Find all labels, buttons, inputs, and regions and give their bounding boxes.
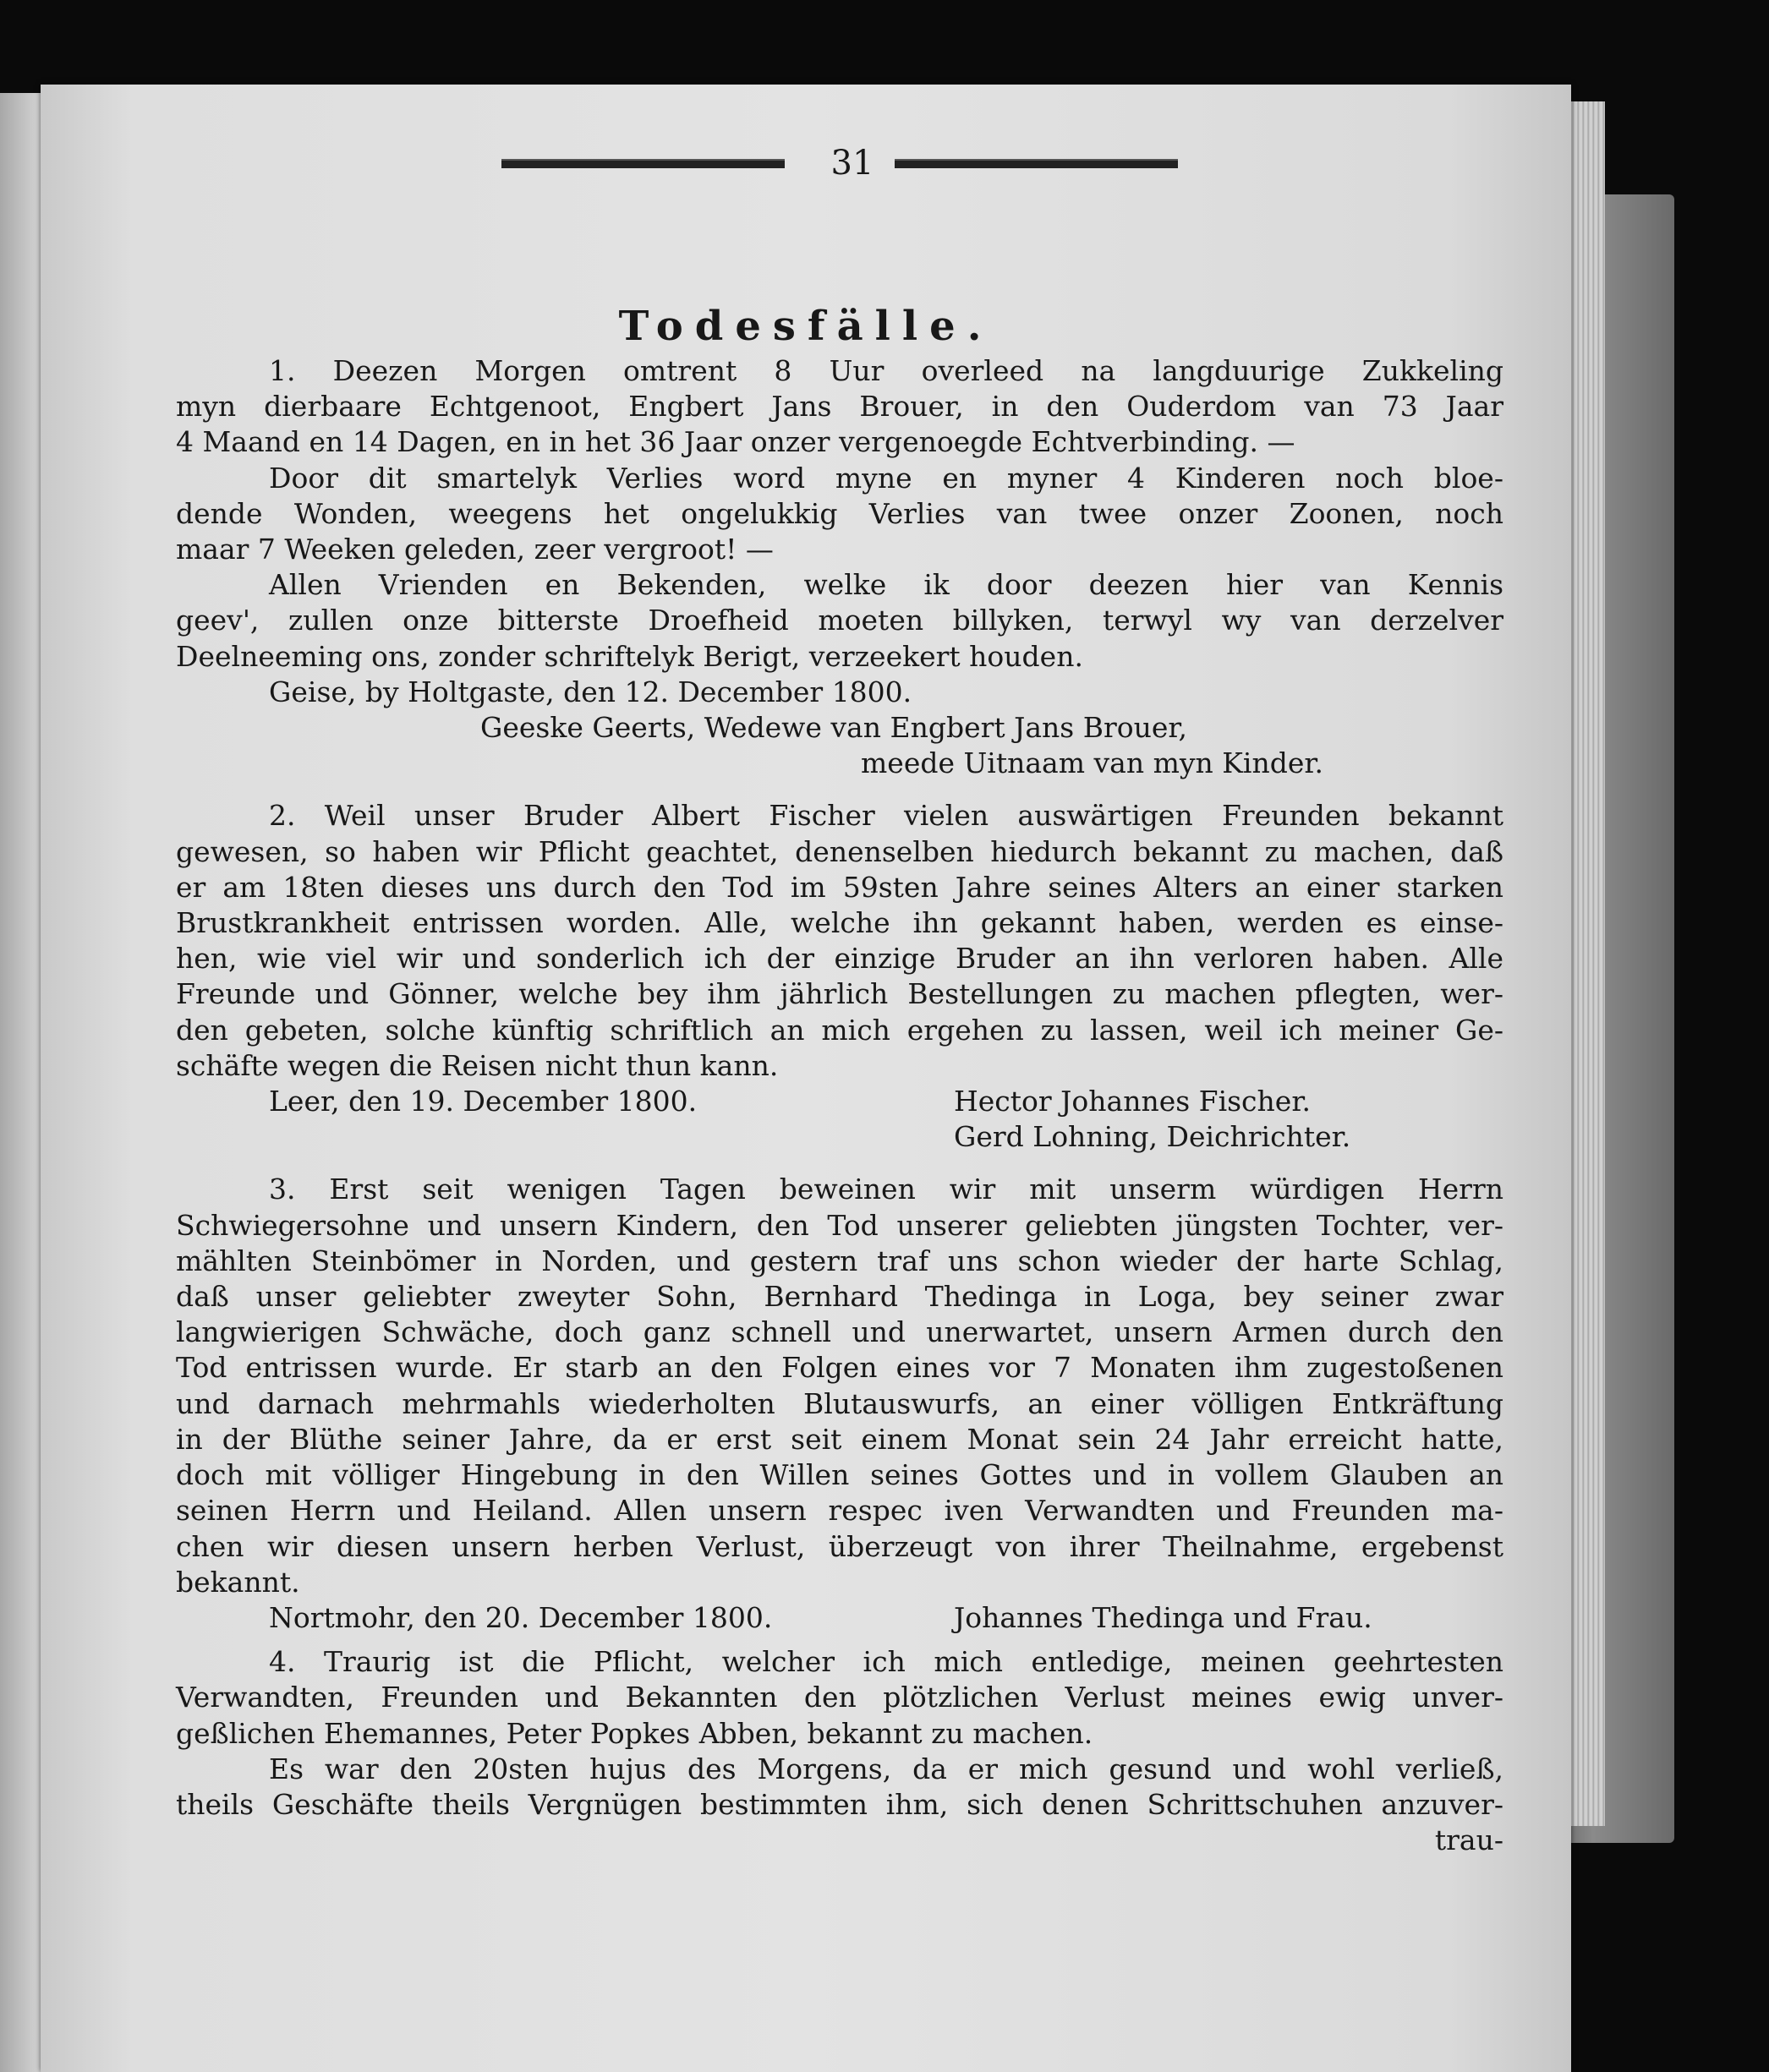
header-rule-right <box>895 159 1178 168</box>
signature-line: meede Uitnaam van myn Kinder. <box>861 746 1323 780</box>
text-line: er am 18ten dieses uns durch den Tod im 59sten Jahre seines Alters an einer starken <box>176 870 1503 904</box>
text-line: Allen Vrienden en Bekenden, welke ik door deezen hier van Kennis <box>269 568 1503 602</box>
text-line: geßlichen Ehemannes, Peter Popkes Abben, bekannt zu machen. <box>176 1716 1093 1750</box>
text-line: seinen Herrn und Heiland. Allen unsern respec iven Verwandten und Freunden ma- <box>176 1494 1503 1528</box>
text-line: und darnach mehrmahls wiederholten Blutauswurfs, an einer völligen Entkräftung <box>176 1386 1503 1420</box>
header-rule-left <box>501 159 785 168</box>
text-line: Door dit smartelyk Verlies word myne en myner 4 Kinderen noch bloe- <box>269 461 1503 495</box>
text-line: schäfte wegen die Reisen nicht thun kann. <box>176 1048 779 1082</box>
page-body <box>176 353 1503 1858</box>
place-date: Nortmohr, den 20. December 1800. <box>269 1600 773 1634</box>
signature-line: Johannes Thedinga und Frau. <box>954 1600 1372 1634</box>
text-line: geev', zullen onze bitterste Droefheid moeten billyken, terwyl wy van derzelver <box>176 604 1503 637</box>
place-signature-row <box>176 1084 1503 1119</box>
catchword: trau- <box>1434 1823 1503 1857</box>
text-line: 4. Traurig ist die Pflicht, welcher ich mich entledige, meinen geehrtesten <box>269 1645 1503 1679</box>
text-line: 4 Maand en 14 Dagen, en in het 36 Jaar onzer vergenoegde Echtverbinding. — <box>176 425 1295 459</box>
text-line: in der Blüthe seiner Jahre, da er erst seit einem Monat sein 24 Jahr erreicht hatte, <box>176 1422 1503 1456</box>
book-page <box>41 85 1571 2072</box>
text-line: daß unser geliebter zweyter Sohn, Bernhard Thedinga in Loga, bey seiner zwar <box>176 1280 1503 1314</box>
text-line: Es war den 20sten hujus des Morgens, da er mich gesund und wohl verließ, <box>269 1752 1503 1785</box>
section-title: Todesfälle. <box>618 303 994 350</box>
text-line: chen wir diesen unsern herben Verlust, überzeugt von ihrer Theilnahme, ergebenst <box>176 1529 1503 1563</box>
text-line: Brustkrankheit entrissen worden. Alle, welche ihn gekannt haben, werden es einse- <box>176 906 1503 940</box>
text-line: maar 7 Weeken geleden, zeer vergroot! — <box>176 533 774 566</box>
place-date: Leer, den 19. December 1800. <box>269 1085 698 1118</box>
place-signature-row <box>176 1600 1503 1636</box>
text-line: doch mit völliger Hingebung in den Willen seines Gottes und in vollem Glauben an <box>176 1458 1503 1492</box>
text-line: Verwandten, Freunden und Bekannten den plötzlichen Verlust meines ewig unver- <box>176 1681 1503 1714</box>
text-line: 3. Erst seit wenigen Tagen beweinen wir mit unserm würdigen Herrn <box>269 1173 1503 1206</box>
text-line: myn dierbaare Echtgenoot, Engbert Jans Brouer, in den Ouderdom van 73 Jaar <box>176 390 1503 424</box>
text-line: Tod entrissen wurde. Er starb an den Folgen eines vor 7 Monaten ihm zugestoßenen <box>176 1351 1503 1385</box>
text-line: 1. Deezen Morgen omtrent 8 Uur overleed na langduurige Zukkeling <box>269 354 1503 387</box>
page-number: 31 <box>830 144 874 183</box>
signature-line: Hector Johannes Fischer. <box>954 1085 1311 1118</box>
text-line: langwierigen Schwäche, doch ganz schnell und unerwartet, unsern Armen durch den <box>176 1315 1503 1349</box>
text-line: mählten Steinbömer in Norden, und gestern traf uns schon wieder der harte Schlag, <box>176 1244 1503 1277</box>
text-line: dende Wonden, weegens het ongelukkig Verlies van twee onzer Zoonen, noch <box>176 496 1503 530</box>
text-line: 2. Weil unser Bruder Albert Fischer vielen auswärtigen Freunden bekannt <box>269 799 1503 833</box>
text-line: gewesen, so haben wir Pflicht geachtet, denenselben hiedurch bekannt zu machen, daß <box>176 834 1503 868</box>
text-line: Schwiegersohne und unsern Kindern, den Tod unserer geliebten jüngsten Tochter, ver- <box>176 1208 1503 1242</box>
text-line: hen, wie viel wir und sonderlich ich der einzige Bruder an ihn verloren haben. Alle <box>176 942 1503 976</box>
text-line: theils Geschäfte theils Vergnügen bestimmten ihm, sich denen Schrittschuhen anzuver- <box>176 1787 1503 1821</box>
text-line: bekannt. <box>176 1565 300 1599</box>
text-line: Freunde und Gönner, welche bey ihm jährlich Bestellungen zu machen pflegten, wer- <box>176 977 1503 1011</box>
signature-line: Geeske Geerts, Wedewe van Engbert Jans Brouer, <box>480 711 1188 745</box>
text-line: den gebeten, solche künftig schriftlich an mich ergehen zu lassen, weil ich meiner Ge- <box>176 1013 1503 1047</box>
facing-page-edge <box>0 93 42 2072</box>
text-line: Deelneeming ons, zonder schriftelyk Berigt, verzeekert houden. <box>176 639 1083 673</box>
place-date: Geise, by Holtgaste, den 12. December 1800. <box>269 675 912 708</box>
signature-line: Gerd Lohning, Deichrichter. <box>954 1120 1351 1154</box>
